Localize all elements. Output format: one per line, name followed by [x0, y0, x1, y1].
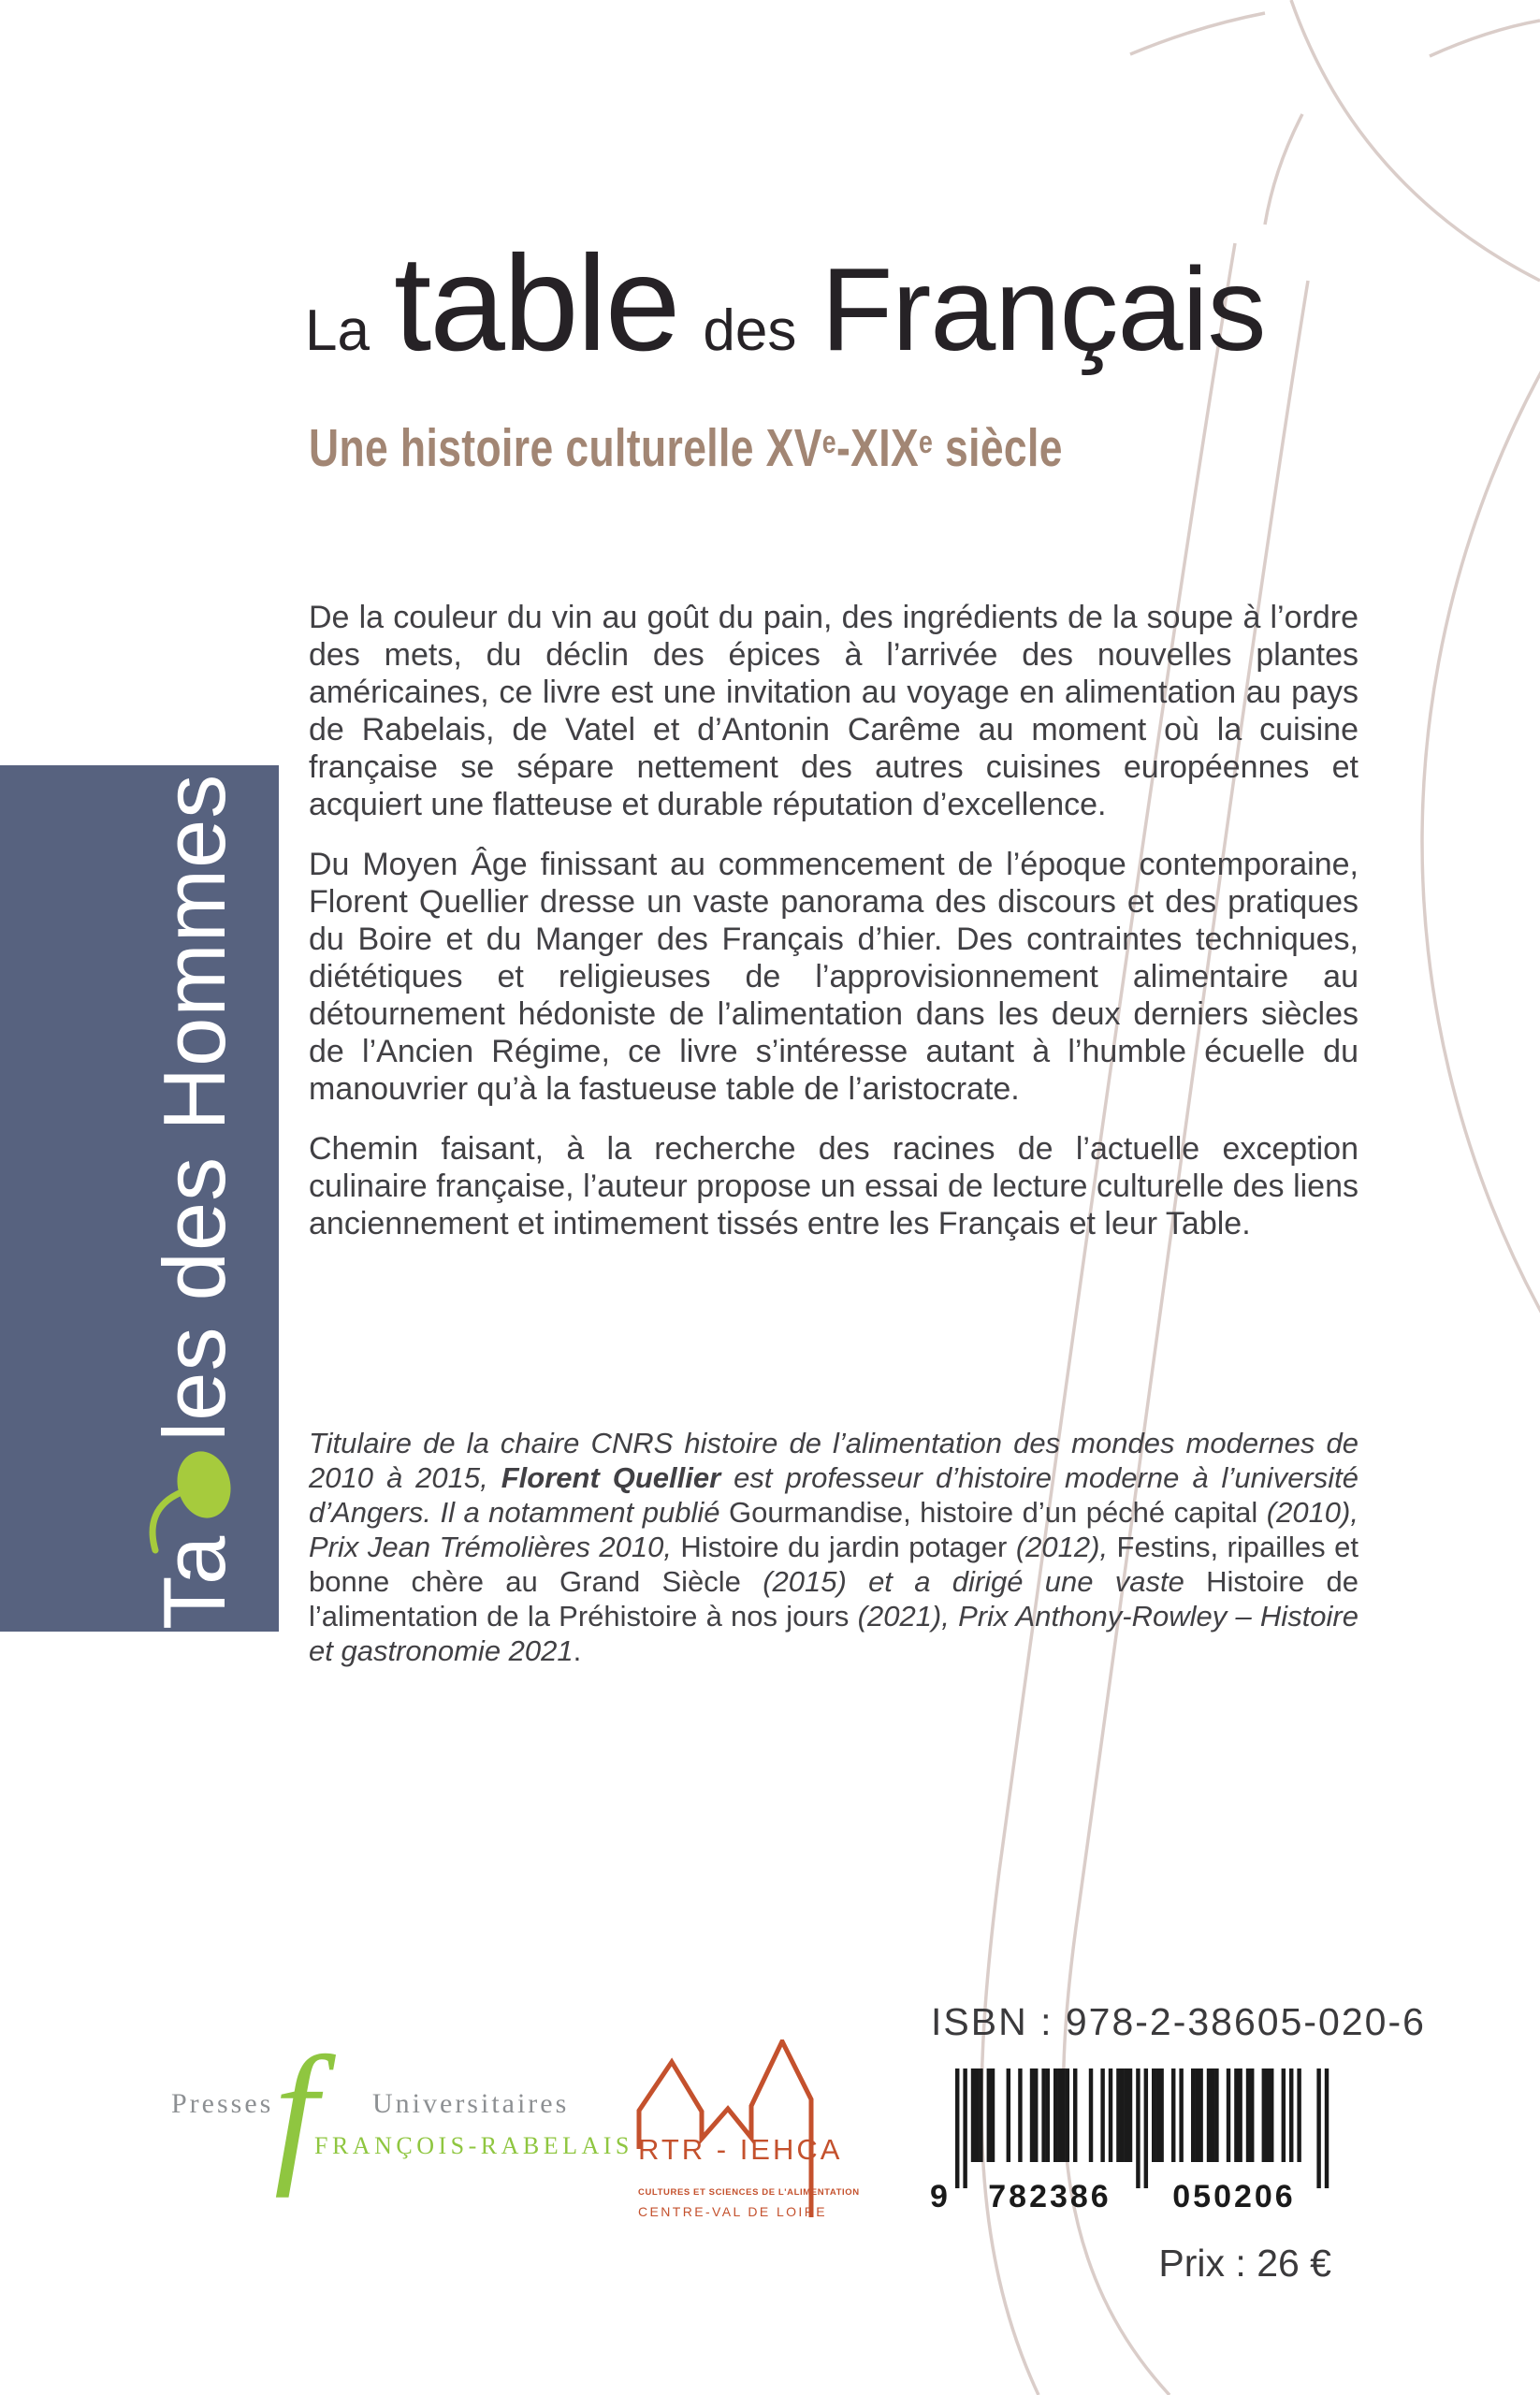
- bio-segment: (2021), Prix Anthony-Rowley – Histoire et gastronomie 2021: [309, 1600, 1358, 1667]
- author-bio: [309, 1426, 1358, 1668]
- isbn-label: ISBN : 978-2-38605-020-6: [931, 2000, 1426, 2043]
- paragraph-2: Du Moyen Âge finissant au commencement de l’époque contemporaine, Florent Quellier dresse un vaste panorama des discours et des pratiques du Boire et du Manger des Français d’hier. Des contraintes techniques, diététiques et religieuses de l’approvisionnement alimentaire au détournement hédoniste de l’alimentation dans les deux derniers siècles de l’Ancien Régime, ce livre s’intéresse autant à l’humble écuelle du manouvrier qu’à la fastueuse table de l’aristocrate.: [309, 847, 1358, 1107]
- bio-segment: (2010), Prix Jean Trémolières 2010,: [309, 1496, 1358, 1563]
- back-cover-text: [309, 599, 1358, 1265]
- title-word-francais: Français: [821, 243, 1266, 375]
- rtr-region: CENTRE-VAL DE LOIRE: [638, 2204, 827, 2219]
- superscript-e: e: [918, 424, 934, 460]
- brand-suffix: les des Hommes: [145, 773, 243, 1442]
- bio-segment: Histoire du jardin potager: [680, 1531, 1016, 1563]
- barcode-digits: 782386: [988, 2179, 1111, 2211]
- barcode: [931, 2068, 1333, 2215]
- collection-name-vertical: [142, 773, 253, 1630]
- bio-segment: (2015) et a dirigé une vaste: [763, 1565, 1207, 1598]
- publisher-f-icon: f: [274, 2025, 318, 2199]
- barcode-digits: 9: [931, 2179, 951, 2211]
- price-label: Prix : 26 €: [1158, 2242, 1331, 2285]
- brand-prefix: Ta: [145, 1534, 243, 1630]
- bio-segment: Titulaire de la chaire CNRS histoire de l’alimentation des mondes modernes de 2010 à 2015,: [309, 1427, 1358, 1494]
- publisher-logo: [171, 2025, 633, 2231]
- bio-segment: Festins, ripailles et bonne chère au Grand Siècle: [309, 1531, 1358, 1598]
- barcode-svg: [931, 2068, 1333, 2211]
- bio-segment: Florent Quellier: [501, 1461, 721, 1494]
- olive-icon: [146, 1449, 236, 1530]
- commerce-block: [931, 2000, 1426, 2286]
- paragraph-3: Chemin faisant, à la recherche des racines de l’actuelle exception culinaire française, l’auteur propose un essai de lecture culturelle des liens anciennement et intimement tissés entre les Français et leur Table.: [309, 1131, 1358, 1241]
- title-word-la: La: [305, 298, 370, 363]
- arc-top-corner: [1430, 21, 1540, 56]
- bio-segment: est professeur d’histoire moderne à l’université d’Angers. Il a notamment publié: [309, 1461, 1358, 1529]
- arc-top-sweep: [1291, 0, 1540, 281]
- book-subtitle: Une histoire culturelle XVe-XIXe siècle: [309, 418, 1063, 478]
- publisher-presses: Presses: [171, 2088, 274, 2119]
- publisher-francois-rabelais: FRANÇOIS-RABELAIS: [314, 2132, 633, 2159]
- superscript-e: e: [821, 424, 836, 460]
- paragraph-1: De la couleur du vin au goût du pain, des ingrédients de la soupe à l’ordre des mets, du déclin des épices à l’arrivée des nouvelles plantes américaines, ce livre est une invitation au voyage en alimentation au pays de Rabelais, de Vatel et d’Antonin Carême au moment où la cuisine française se sépare nettement des autres cuisines européennes et acquiert une flatteuse et durable réputation d’excellence.: [309, 600, 1358, 822]
- bio-segment: (2012),: [1015, 1531, 1117, 1563]
- title-word-des: des: [703, 298, 797, 363]
- publisher-universitaires: Universitaires: [372, 2088, 570, 2119]
- bio-segment: Histoire de l’alimentation de la Préhistoire à nos jours: [309, 1565, 1358, 1633]
- arc-top-short: [1130, 13, 1265, 54]
- book-title: [305, 227, 1266, 379]
- rtr-tagline: CULTURES ET SCIENCES DE L'ALIMENTATION: [638, 2187, 860, 2198]
- title-word-table: table: [393, 227, 679, 379]
- barcode-digits: 050206: [1172, 2179, 1296, 2211]
- arc-mid-segment: [1265, 114, 1302, 225]
- rtr-iehca-logo: [608, 2039, 860, 2227]
- bio-segment: Gourmandise, histoire d’un péché capital: [728, 1496, 1267, 1529]
- arc-right-circle: [1422, 0, 1540, 1829]
- rtr-iehca-name: RTR - IEHCA: [638, 2133, 843, 2166]
- bio-segment: .: [573, 1634, 582, 1667]
